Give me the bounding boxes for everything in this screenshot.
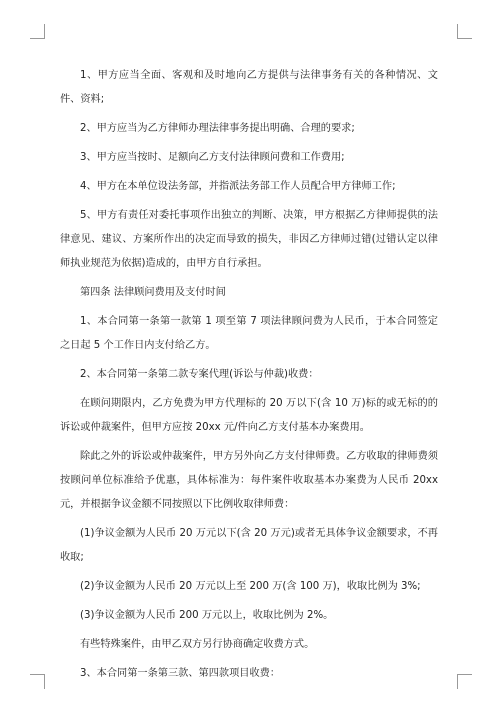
- crop-mark-top-left: [30, 24, 45, 39]
- paragraph-3: 3、甲方应当按时、足额向乙方支付法律顾问费和工作费用;: [80, 152, 345, 163]
- paragraph-13: 有些特殊案件，由甲乙双方另行协商确定收费方式。: [80, 639, 315, 650]
- document-body: [60, 64, 438, 686]
- paragraph-9: 除此之外的诉讼或仲裁案件，甲方另外向乙方支付律师费。乙方收取的律师费须按顾问单位标准给予优惠，具体标准为：每件案件收取基本办案费为人民币 20xx 元，并根据争议金额不同按照以下比例收取律师费：: [60, 451, 438, 510]
- paragraph-4: 4、甲方在本单位设法务部，并指派法务部工作人员配合甲方律师工作;: [80, 181, 396, 192]
- crop-mark-bottom-right: [457, 674, 472, 689]
- paragraph-8: 在顾问期限内，乙方免费为甲方代理标的 20 万以下(含 10 万)标的或无标的的诉讼或仲裁案件，但甲方应按 20xx 元/件向乙方支付基本办案费用。: [60, 398, 438, 433]
- paragraph-1: 1、甲方应当全面、客观和及时地向乙方提供与法律事务有关的各种情况、文件、资料;: [60, 70, 438, 105]
- paragraph-14: 3、本合同第一条第三款、第四款项目收费：: [80, 668, 281, 679]
- section-heading: 第四条 法律顾问费用及支付时间: [80, 287, 226, 298]
- paragraph-11: (2)争议金额为人民币 20 万元以上至 200 万(含 100 万)，收取比例为 3%;: [80, 581, 421, 592]
- paragraph-10: (1)争议金额为人民币 20 万元以下(含 20 万元)或者无具体争议金额要求，不再收取;: [60, 528, 438, 563]
- paragraph-6: 1、本合同第一条第一款第 1 项至第 7 项法律顾问费为人民币，于本合同签定之日起 5 个工作日内支付给乙方。: [60, 316, 438, 351]
- paragraph-12: (3)争议金额为人民币 200 万元以上，收取比例为 2%。: [80, 610, 334, 621]
- paragraph-2: 2、甲方应当为乙方律师办理法律事务提出明确、合理的要求;: [80, 123, 355, 134]
- paragraph-5: 5、甲方有责任对委托事项作出独立的判断、决策，甲方根据乙方律师提供的法律意见、建议、方案所作出的决定而导致的损失，非因乙方律师过错(过错认定以律师执业规范为依据)造成的，由甲方自行承担。: [60, 210, 438, 269]
- crop-mark-top-right: [457, 24, 472, 39]
- crop-mark-bottom-left: [30, 674, 45, 689]
- paragraph-7: 2、本合同第一条第二款专案代理(诉讼与仲裁)收费：: [80, 369, 319, 380]
